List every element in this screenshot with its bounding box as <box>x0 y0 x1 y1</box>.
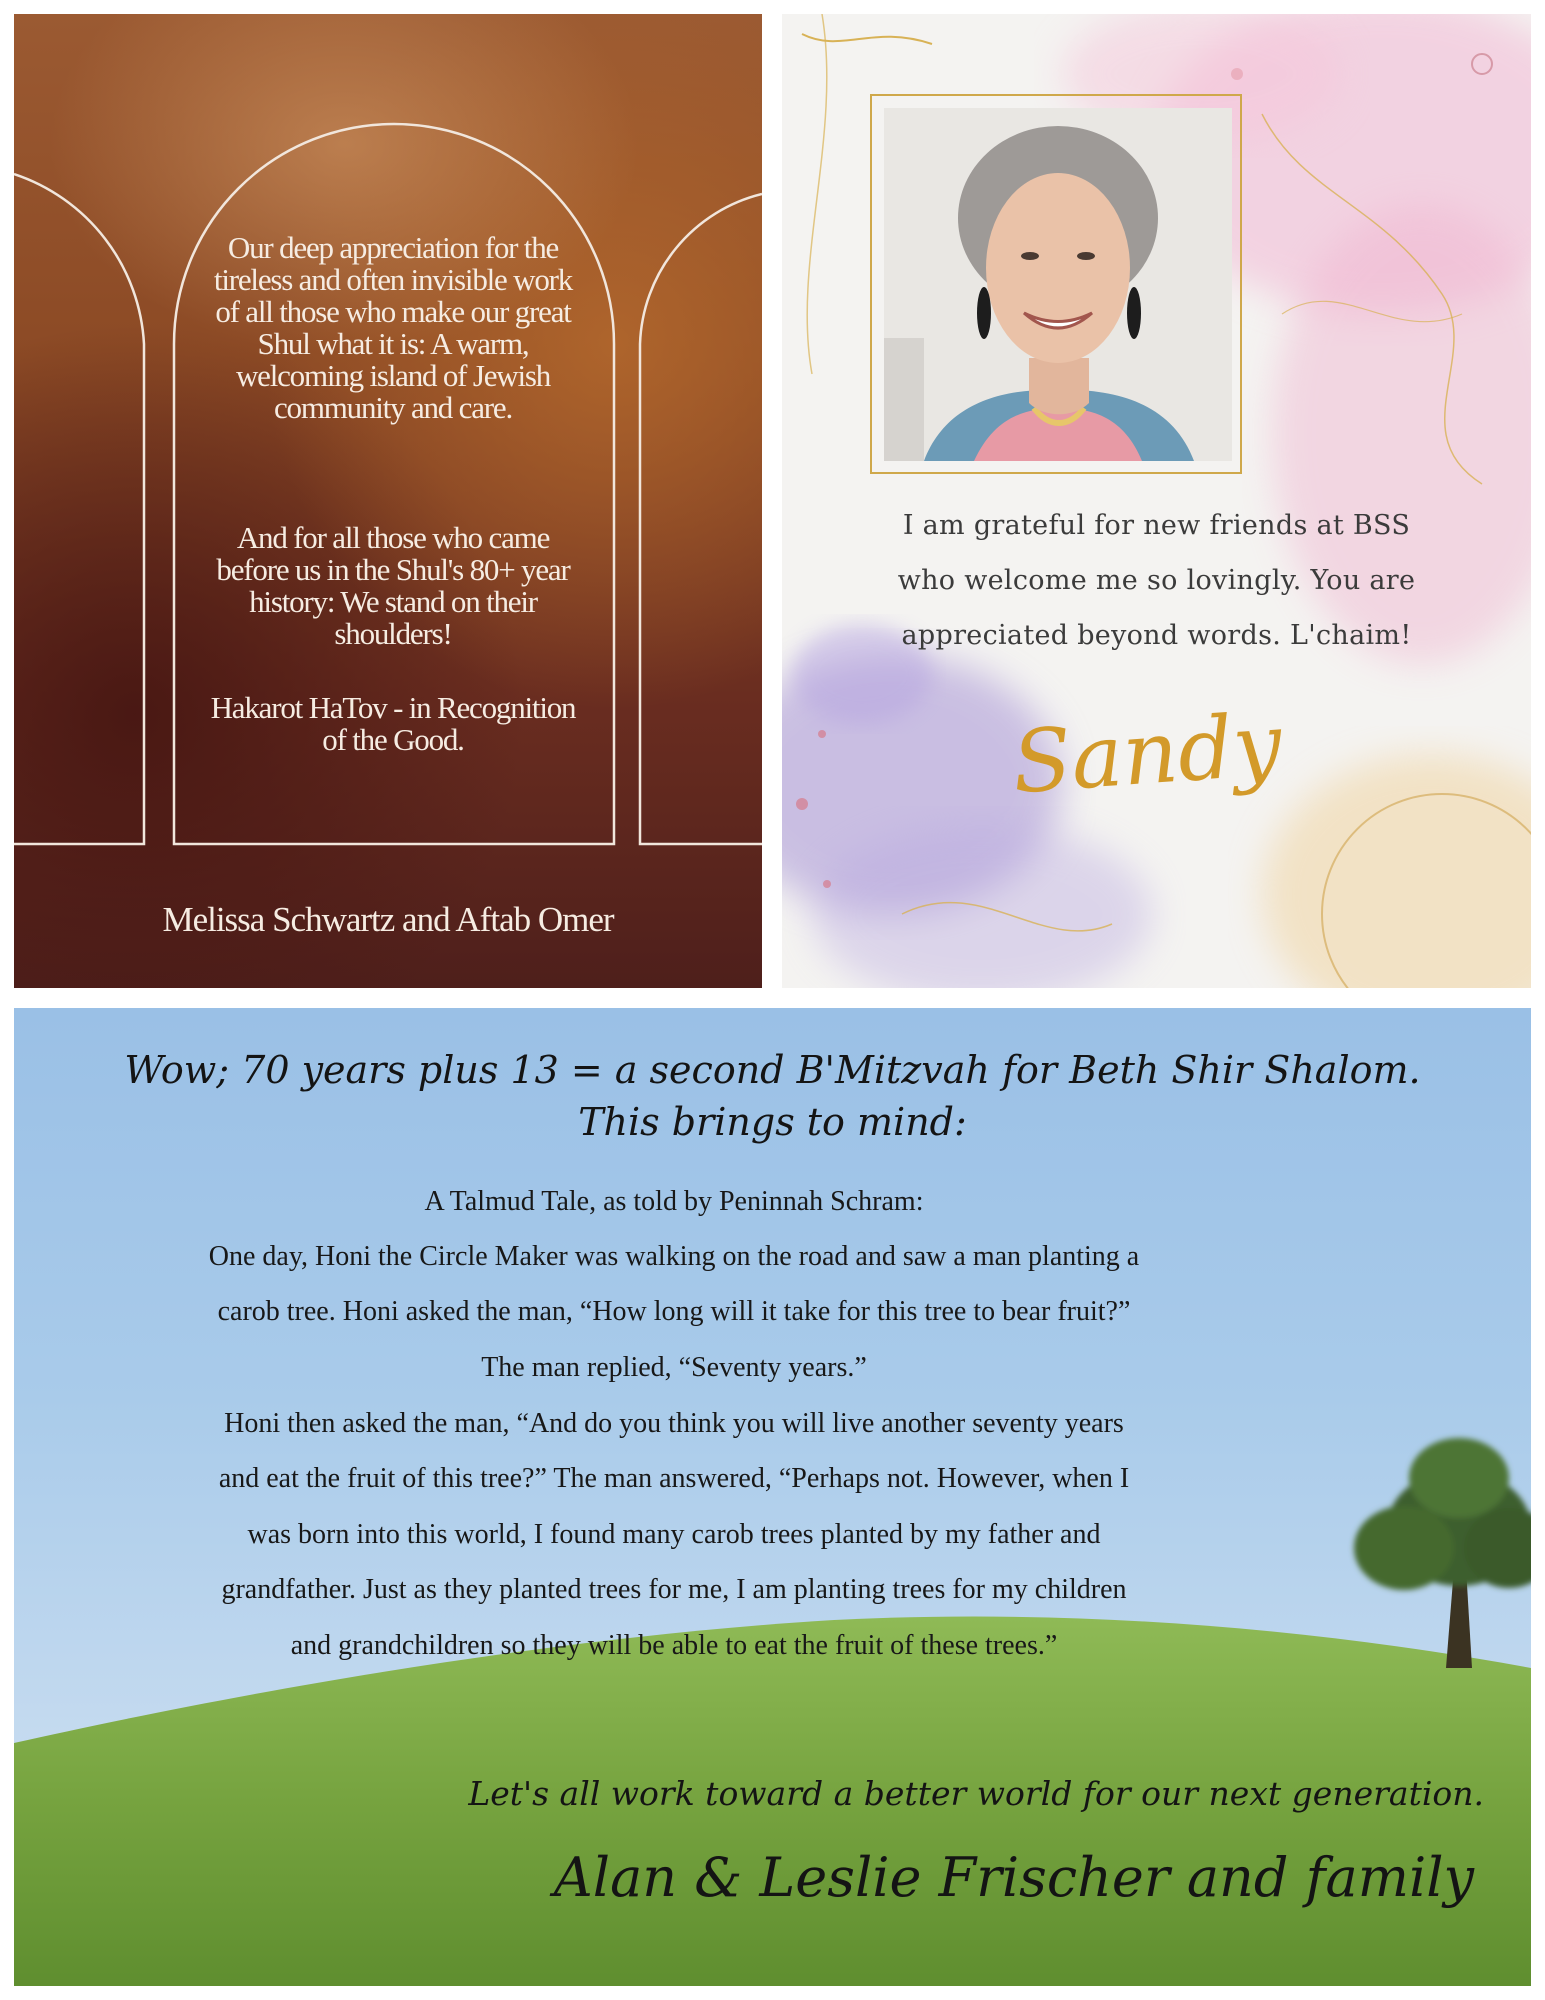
sandy-message-line-2: who welcome me so lovingly. You are <box>897 565 1416 596</box>
heading-line-1: Wow; 70 years plus 13 = a second B'Mitzvah for Beth Shir Shalom. <box>124 1048 1421 1092</box>
hakarot-hatov-paragraph: Hakarot HaTov - in Recognition of the Good. <box>210 690 576 757</box>
melissa-signature: Melissa Schwartz and Aftab Omer <box>162 900 614 939</box>
frischer-signature: Alan & Leslie Frischer and family <box>553 1846 1474 1909</box>
heading-line-2: This brings to mind: <box>578 1100 967 1144</box>
sandy-card <box>782 14 1531 988</box>
tale-line: and eat the fruit of this tree?” The man answered, “Perhaps not. However, when I <box>218 1463 1130 1494</box>
tale-line: One day, Honi the Circle Maker was walking on the road and saw a man planting a <box>208 1241 1140 1272</box>
tale-line: The man replied, “Seventy years.” <box>481 1352 867 1383</box>
sandy-message-line-1: I am grateful for new friends at BSS <box>902 510 1411 541</box>
appreciation-paragraph: Our deep appreciation for the tireless and often invisible work of all those who make our great Shul what it is: A warm, welcoming island of Jewish community and care. <box>213 230 573 425</box>
tale-line: carob tree. Honi asked the man, “How long will it take for this tree to bear fruit?” <box>217 1296 1131 1327</box>
melissa-appreciation-card <box>14 14 762 988</box>
arch-frame-decoration <box>14 14 762 988</box>
tale-line: Honi then asked the man, “And do you think you will live another seventy years <box>224 1408 1124 1439</box>
hill-and-tree-scene <box>14 1008 1531 1986</box>
closing-message: Let's all work toward a better world for our next generation. <box>468 1774 1484 1813</box>
sandy-message-line-3: appreciated beyond words. L'chaim! <box>901 620 1412 651</box>
history-paragraph: And for all those who came before us in the Shul's 80+ year history: We stand on their shoulders! <box>216 520 570 651</box>
tale-line: grandfather. Just as they planted trees for me, I am planting trees for my children <box>221 1574 1127 1605</box>
sandy-signature: Sandy <box>1009 694 1285 814</box>
tale-line: was born into this world, I found many carob trees planted by my father and <box>247 1519 1101 1550</box>
frischer-card <box>14 1008 1531 1986</box>
tale-title: A Talmud Tale, as told by Peninnah Schram: <box>424 1186 924 1217</box>
portrait-photo <box>884 108 1232 461</box>
tale-line: and grandchildren so they will be able to eat the fruit of these trees.” <box>290 1630 1058 1661</box>
